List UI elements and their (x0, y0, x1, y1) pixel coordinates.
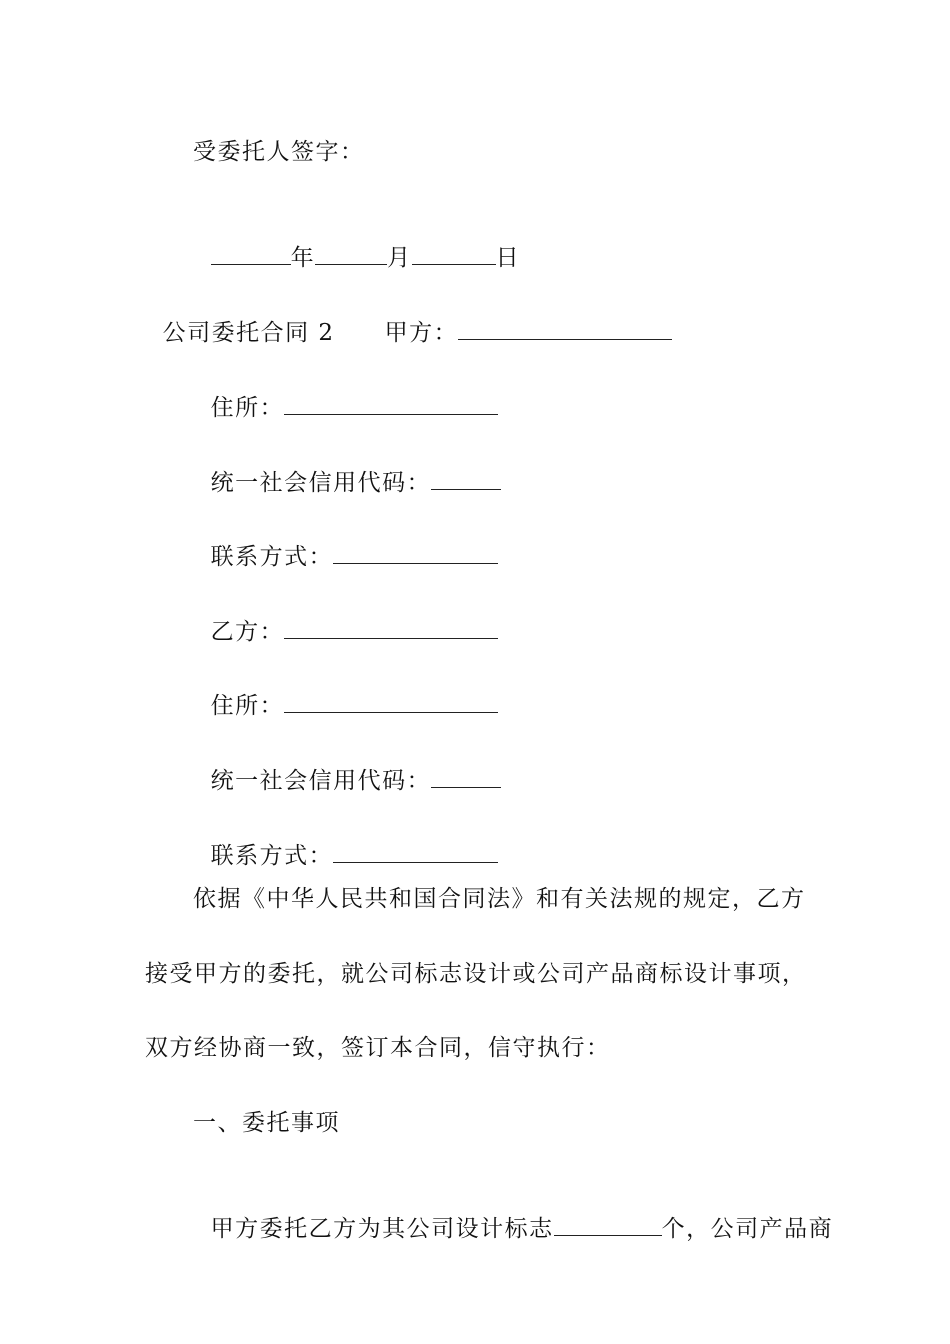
party-b-blank[interactable] (284, 616, 498, 639)
party-a-label: 甲方： (384, 320, 459, 346)
agent-signature-label: 受委托人签字： (193, 139, 365, 165)
section-1-text-part-2: 个，公司产品商 (661, 1216, 834, 1242)
party-a-credit-code-blank[interactable] (431, 467, 501, 490)
section-1-text-part-1: 甲方委托乙方为其公司设计标志 (210, 1216, 554, 1242)
party-a-contact-label: 联系方式： (210, 544, 334, 570)
party-a-blank[interactable] (458, 317, 672, 340)
preamble-line-2: 接受甲方的委托，就公司标志设计或公司产品商标设计事项， (145, 961, 807, 987)
day-label: 日 (495, 245, 521, 271)
party-b-address-blank[interactable] (284, 690, 498, 713)
year-blank[interactable] (211, 242, 291, 265)
party-b-contact-label: 联系方式： (210, 843, 334, 869)
party-a-address-blank[interactable] (284, 392, 498, 415)
month-blank[interactable] (315, 242, 387, 265)
party-b-label: 乙方： (210, 619, 285, 645)
day-blank[interactable] (412, 242, 496, 265)
contract-title: 公司委托合同 2 (162, 320, 335, 346)
party-a-credit-code-label: 统一社会信用代码： (210, 470, 432, 496)
party-a-address (193, 362, 498, 423)
party-b-credit-code (193, 735, 501, 796)
date-line (193, 212, 520, 273)
party-b-contact (193, 810, 498, 871)
party-b-address (193, 660, 498, 721)
party-a-address-label: 住所： (210, 395, 285, 421)
party-b-credit-code-blank[interactable] (431, 765, 501, 788)
section-1-text (193, 1183, 833, 1244)
year-label: 年 (290, 245, 316, 271)
party-b (193, 586, 498, 647)
section-1-heading: 一、委托事项 (193, 1110, 340, 1136)
party-b-contact-blank[interactable] (333, 840, 498, 863)
party-a-credit-code (193, 437, 501, 498)
party-a-contact (193, 511, 498, 572)
party-b-address-label: 住所： (210, 693, 285, 719)
logo-count-blank[interactable] (554, 1213, 662, 1236)
preamble-line-3: 双方经协商一致，签订本合同，信守执行： (145, 1035, 611, 1061)
party-a-contact-blank[interactable] (333, 541, 498, 564)
contract-title-line (145, 287, 672, 348)
month-label: 月 (387, 245, 412, 271)
preamble-line-1: 依据《中华人民共和国合同法》和有关法规的规定，乙方 (193, 886, 806, 912)
party-b-credit-code-label: 统一社会信用代码： (210, 768, 432, 794)
